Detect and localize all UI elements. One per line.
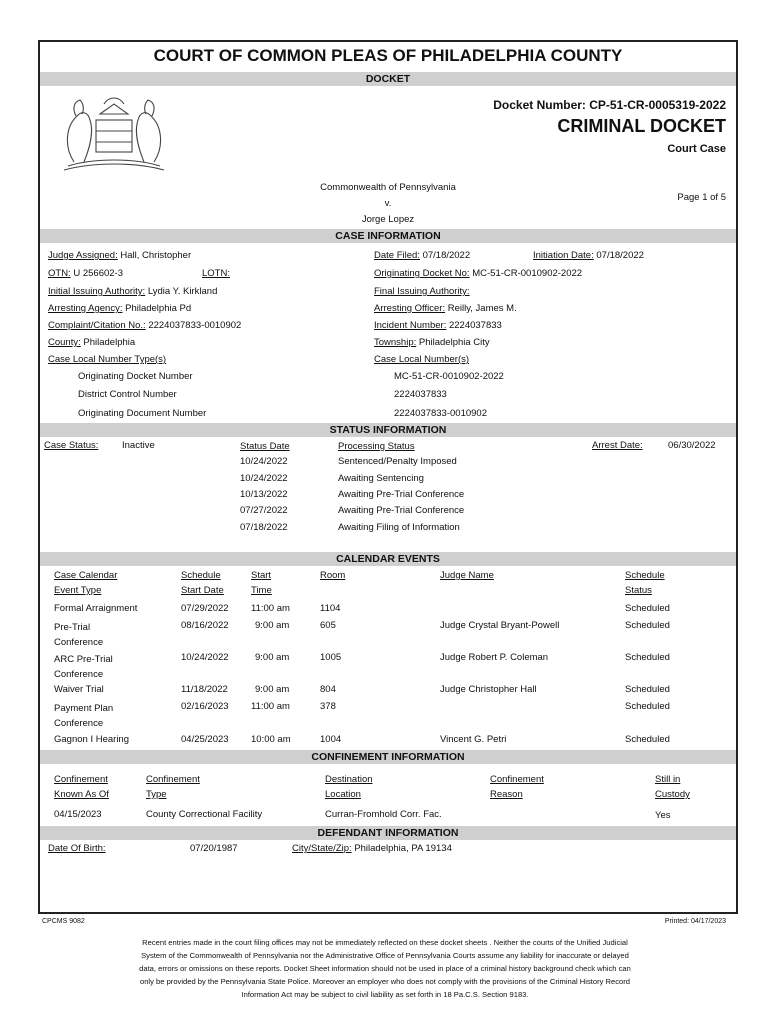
conf-header-reason-1: Confinement <box>490 774 544 785</box>
cal-room: 378 <box>320 701 336 712</box>
status-date-5: 07/18/2022 <box>240 522 288 533</box>
county-label: County: <box>48 337 81 348</box>
status-text-5: Awaiting Filing of Information <box>338 522 460 533</box>
conf-header-type-1: Confinement <box>146 774 200 785</box>
cal-header-status-1: Schedule <box>625 570 665 581</box>
orig-docket-value: MC-51-CR-0010902-2022 <box>472 268 583 279</box>
cal-event-line-2: Conference <box>54 637 104 648</box>
conf-header-custody-1: Still in <box>655 774 681 785</box>
date-filed <box>374 250 470 261</box>
disclaimer-line-1: Recent entries made in the court filing offices may not be immediately reflected on these docket sheets . Neither the courts of the Unified Judicial <box>142 938 628 947</box>
cal-time: 10:00 am <box>251 734 291 745</box>
arresting-officer-value: Reilly, James M. <box>447 303 517 314</box>
status-info-bar: STATUS INFORMATION <box>40 423 736 437</box>
complaint-label: Complaint/Citation No.: <box>48 320 146 331</box>
local-number-2: 2224037833 <box>394 389 447 400</box>
case-kind: Court Case <box>667 143 726 155</box>
cal-judge: Judge Robert P. Coleman <box>440 652 549 663</box>
cal-date: 04/25/2023 <box>181 734 229 745</box>
otn <box>48 268 123 279</box>
dob-value: 07/20/1987 <box>190 843 238 854</box>
complaint-number <box>48 320 241 331</box>
cal-judge: Judge Crystal Bryant-Powell <box>440 620 560 631</box>
final-auth-label: Final Issuing Authority: <box>374 286 470 297</box>
arresting-agency-value: Philadelphia Pd <box>125 303 192 314</box>
city-state-zip <box>292 843 452 854</box>
county <box>48 337 135 348</box>
complaint-value: 2224037833-0010902 <box>148 320 242 331</box>
case-status-value: Inactive <box>122 440 155 451</box>
cal-status: Scheduled <box>625 620 670 631</box>
disclaimer-line-2: System of the Commonwealth of Pennsylvania nor the Administrative Office of Pennsylvania Courts assume any liability for inaccurate or delayed <box>141 951 629 960</box>
township-label: Township: <box>374 337 417 348</box>
cal-header-room: Room <box>320 570 346 581</box>
local-numbers-label: Case Local Number(s) <box>374 354 470 365</box>
initial-issuing-authority <box>48 286 217 297</box>
conf-destination: Curran-Fromhold Corr. Fac. <box>325 809 442 820</box>
status-date-header: Status Date <box>240 441 290 452</box>
initiation-label: Initiation Date: <box>533 250 594 261</box>
status-text-3: Awaiting Pre-Trial Conference <box>338 489 465 500</box>
conf-still-in-custody: Yes <box>655 810 671 821</box>
arrest-date-value: 06/30/2022 <box>668 440 716 451</box>
incident-label: Incident Number: <box>374 320 447 331</box>
caption-line-1: Commonwealth of Pennsylvania <box>320 182 456 193</box>
dob-label: Date Of Birth: <box>48 843 106 854</box>
cal-event-line-2: Conference <box>54 718 104 729</box>
lotn-label: LOTN: <box>202 268 230 279</box>
cal-room: 804 <box>320 684 336 695</box>
judge-assigned <box>48 250 191 261</box>
cal-event: Pre-Trial <box>54 622 91 633</box>
arresting-agency-label: Arresting Agency: <box>48 303 123 314</box>
cal-room: 1104 <box>320 603 341 614</box>
conf-header-reason-2: Reason <box>490 789 523 800</box>
date-filed-label: Date Filed: <box>374 250 420 261</box>
cal-status: Scheduled <box>625 734 670 745</box>
orig-docket-label: Originating Docket No: <box>374 268 470 279</box>
cal-header-status-2: Status <box>625 585 652 596</box>
cal-room: 1005 <box>320 652 342 663</box>
csz-value: Philadelphia, PA 19134 <box>354 843 452 854</box>
disclaimer-line-4: only be provided by the Pennsylvania State Police. Moreover an employer who does not comply with the provisions of the Criminal History Record <box>139 977 631 986</box>
cal-status: Scheduled <box>625 603 670 614</box>
local-number-1: MC-51-CR-0010902-2022 <box>394 371 504 382</box>
local-type-2: District Control Number <box>78 389 177 400</box>
conf-known-as-of: 04/15/2023 <box>54 809 102 820</box>
confinement-bar: CONFINEMENT INFORMATION <box>40 750 736 764</box>
status-date-4: 07/27/2022 <box>240 505 288 516</box>
arrest-date-label: Arrest Date: <box>592 440 643 451</box>
cal-time: 11:00 am <box>251 603 290 614</box>
cal-date: 02/16/2023 <box>181 701 229 712</box>
cal-time: 11:00 am <box>251 701 290 712</box>
initial-auth-label: Initial Issuing Authority: <box>48 286 146 297</box>
case-info-bar: CASE INFORMATION <box>40 229 736 243</box>
township <box>374 337 490 348</box>
cal-room: 605 <box>320 620 336 631</box>
arresting-agency <box>48 303 191 314</box>
processing-status-header: Processing Status <box>338 441 415 452</box>
cal-event: Waiver Trial <box>54 684 104 695</box>
judge-label: Judge Assigned: <box>48 250 118 261</box>
defendant-bar: DEFENDANT INFORMATION <box>40 826 736 840</box>
caption-line-2: v. <box>384 198 392 209</box>
cal-date: 07/29/2022 <box>181 603 229 614</box>
court-title: COURT OF COMMON PLEAS OF PHILADELPHIA COUNTY <box>153 46 623 65</box>
case-status-label: Case Status: <box>44 440 99 451</box>
disclaimer-line-5: Information Act may be subject to civil liability as set forth in 18 Pa.C.S. Section 9183. <box>241 990 529 999</box>
docket-number: Docket Number: CP-51-CR-0005319-2022 <box>493 98 726 112</box>
conf-type: County Correctional Facility <box>146 809 263 820</box>
incident-value: 2224037833 <box>448 320 502 331</box>
cal-judge: Judge Christopher Hall <box>440 684 537 695</box>
conf-header-dest-1: Destination <box>325 774 373 785</box>
conf-header-type-2: Type <box>146 789 167 800</box>
local-type-3: Originating Document Number <box>78 408 207 419</box>
township-value: Philadelphia City <box>418 337 490 348</box>
cal-room: 1004 <box>320 734 342 745</box>
judge-value: Hall, Christopher <box>120 250 192 261</box>
status-date-1: 10/24/2022 <box>240 456 288 467</box>
cal-event: Formal Arraignment <box>54 603 138 614</box>
status-text-4: Awaiting Pre-Trial Conference <box>338 505 465 516</box>
docket-page <box>38 40 738 914</box>
date-filed-value: 07/18/2022 <box>422 250 471 261</box>
cal-header-event-2: Event Type <box>54 585 102 596</box>
otn-value: U 256602-3 <box>73 268 123 279</box>
cal-status: Scheduled <box>625 701 670 712</box>
cal-time: 9:00 am <box>255 652 290 663</box>
incident-number <box>374 320 502 331</box>
initiation-date <box>533 250 644 261</box>
caption-line-3: Jorge Lopez <box>361 214 415 225</box>
local-number-3: 2224037833-0010902 <box>394 408 487 419</box>
conf-header-custody-2: Custody <box>655 789 690 800</box>
disclaimer-line-3: data, errors or omissions on these reports. Docket Sheet information should not be used in place of a criminal history background check which can <box>139 964 631 973</box>
conf-header-known-2: Known As Of <box>54 789 109 800</box>
cal-header-sched-1: Schedule <box>181 570 221 581</box>
docket-bar: DOCKET <box>40 72 736 86</box>
originating-docket <box>374 268 582 279</box>
initiation-value: 07/18/2022 <box>596 250 644 261</box>
page-number: Page 1 of 5 <box>677 192 726 203</box>
status-date-3: 10/13/2022 <box>240 489 288 500</box>
local-type-1: Originating Docket Number <box>78 371 193 382</box>
cal-event-line-2: Conference <box>54 669 104 680</box>
form-code: CPCMS 9082 <box>42 918 85 925</box>
otn-label: OTN: <box>48 268 71 279</box>
cal-date: 08/16/2022 <box>181 620 229 631</box>
cal-time: 9:00 am <box>255 684 290 695</box>
printed-date: Printed: 04/17/2023 <box>664 918 726 925</box>
cal-status: Scheduled <box>625 684 670 695</box>
cal-header-start-1: Start <box>251 570 272 581</box>
arresting-officer-label: Arresting Officer: <box>374 303 446 314</box>
cal-header-judge: Judge Name <box>440 570 494 581</box>
cal-header-start-2: Time <box>251 585 272 596</box>
cal-header-sched-2: Start Date <box>181 585 224 596</box>
status-text-1: Sentenced/Penalty Imposed <box>338 456 457 467</box>
local-types-label: Case Local Number Type(s) <box>48 354 167 365</box>
arresting-officer <box>374 303 517 314</box>
status-date-2: 10/24/2022 <box>240 473 288 484</box>
conf-header-dest-2: Location <box>325 789 361 800</box>
county-value: Philadelphia <box>83 337 136 348</box>
pennsylvania-seal-icon <box>54 92 174 172</box>
csz-label: City/State/Zip: <box>292 843 352 854</box>
status-text-2: Awaiting Sentencing <box>338 473 424 484</box>
cal-event: ARC Pre-Trial <box>54 654 113 665</box>
initial-auth-value: Lydia Y. Kirkland <box>147 286 218 297</box>
cal-time: 9:00 am <box>255 620 290 631</box>
cal-status: Scheduled <box>625 652 670 663</box>
cal-date: 11/18/2022 <box>181 684 228 695</box>
cal-event: Gagnon I Hearing <box>54 734 129 745</box>
cal-judge: Vincent G. Petri <box>440 734 507 745</box>
conf-header-known-1: Confinement <box>54 774 108 785</box>
cal-header-event-1: Case Calendar <box>54 570 118 581</box>
cal-event: Payment Plan <box>54 703 114 714</box>
cal-date: 10/24/2022 <box>181 652 229 663</box>
docket-type: CRIMINAL DOCKET <box>557 116 726 136</box>
calendar-bar: CALENDAR EVENTS <box>40 552 736 566</box>
